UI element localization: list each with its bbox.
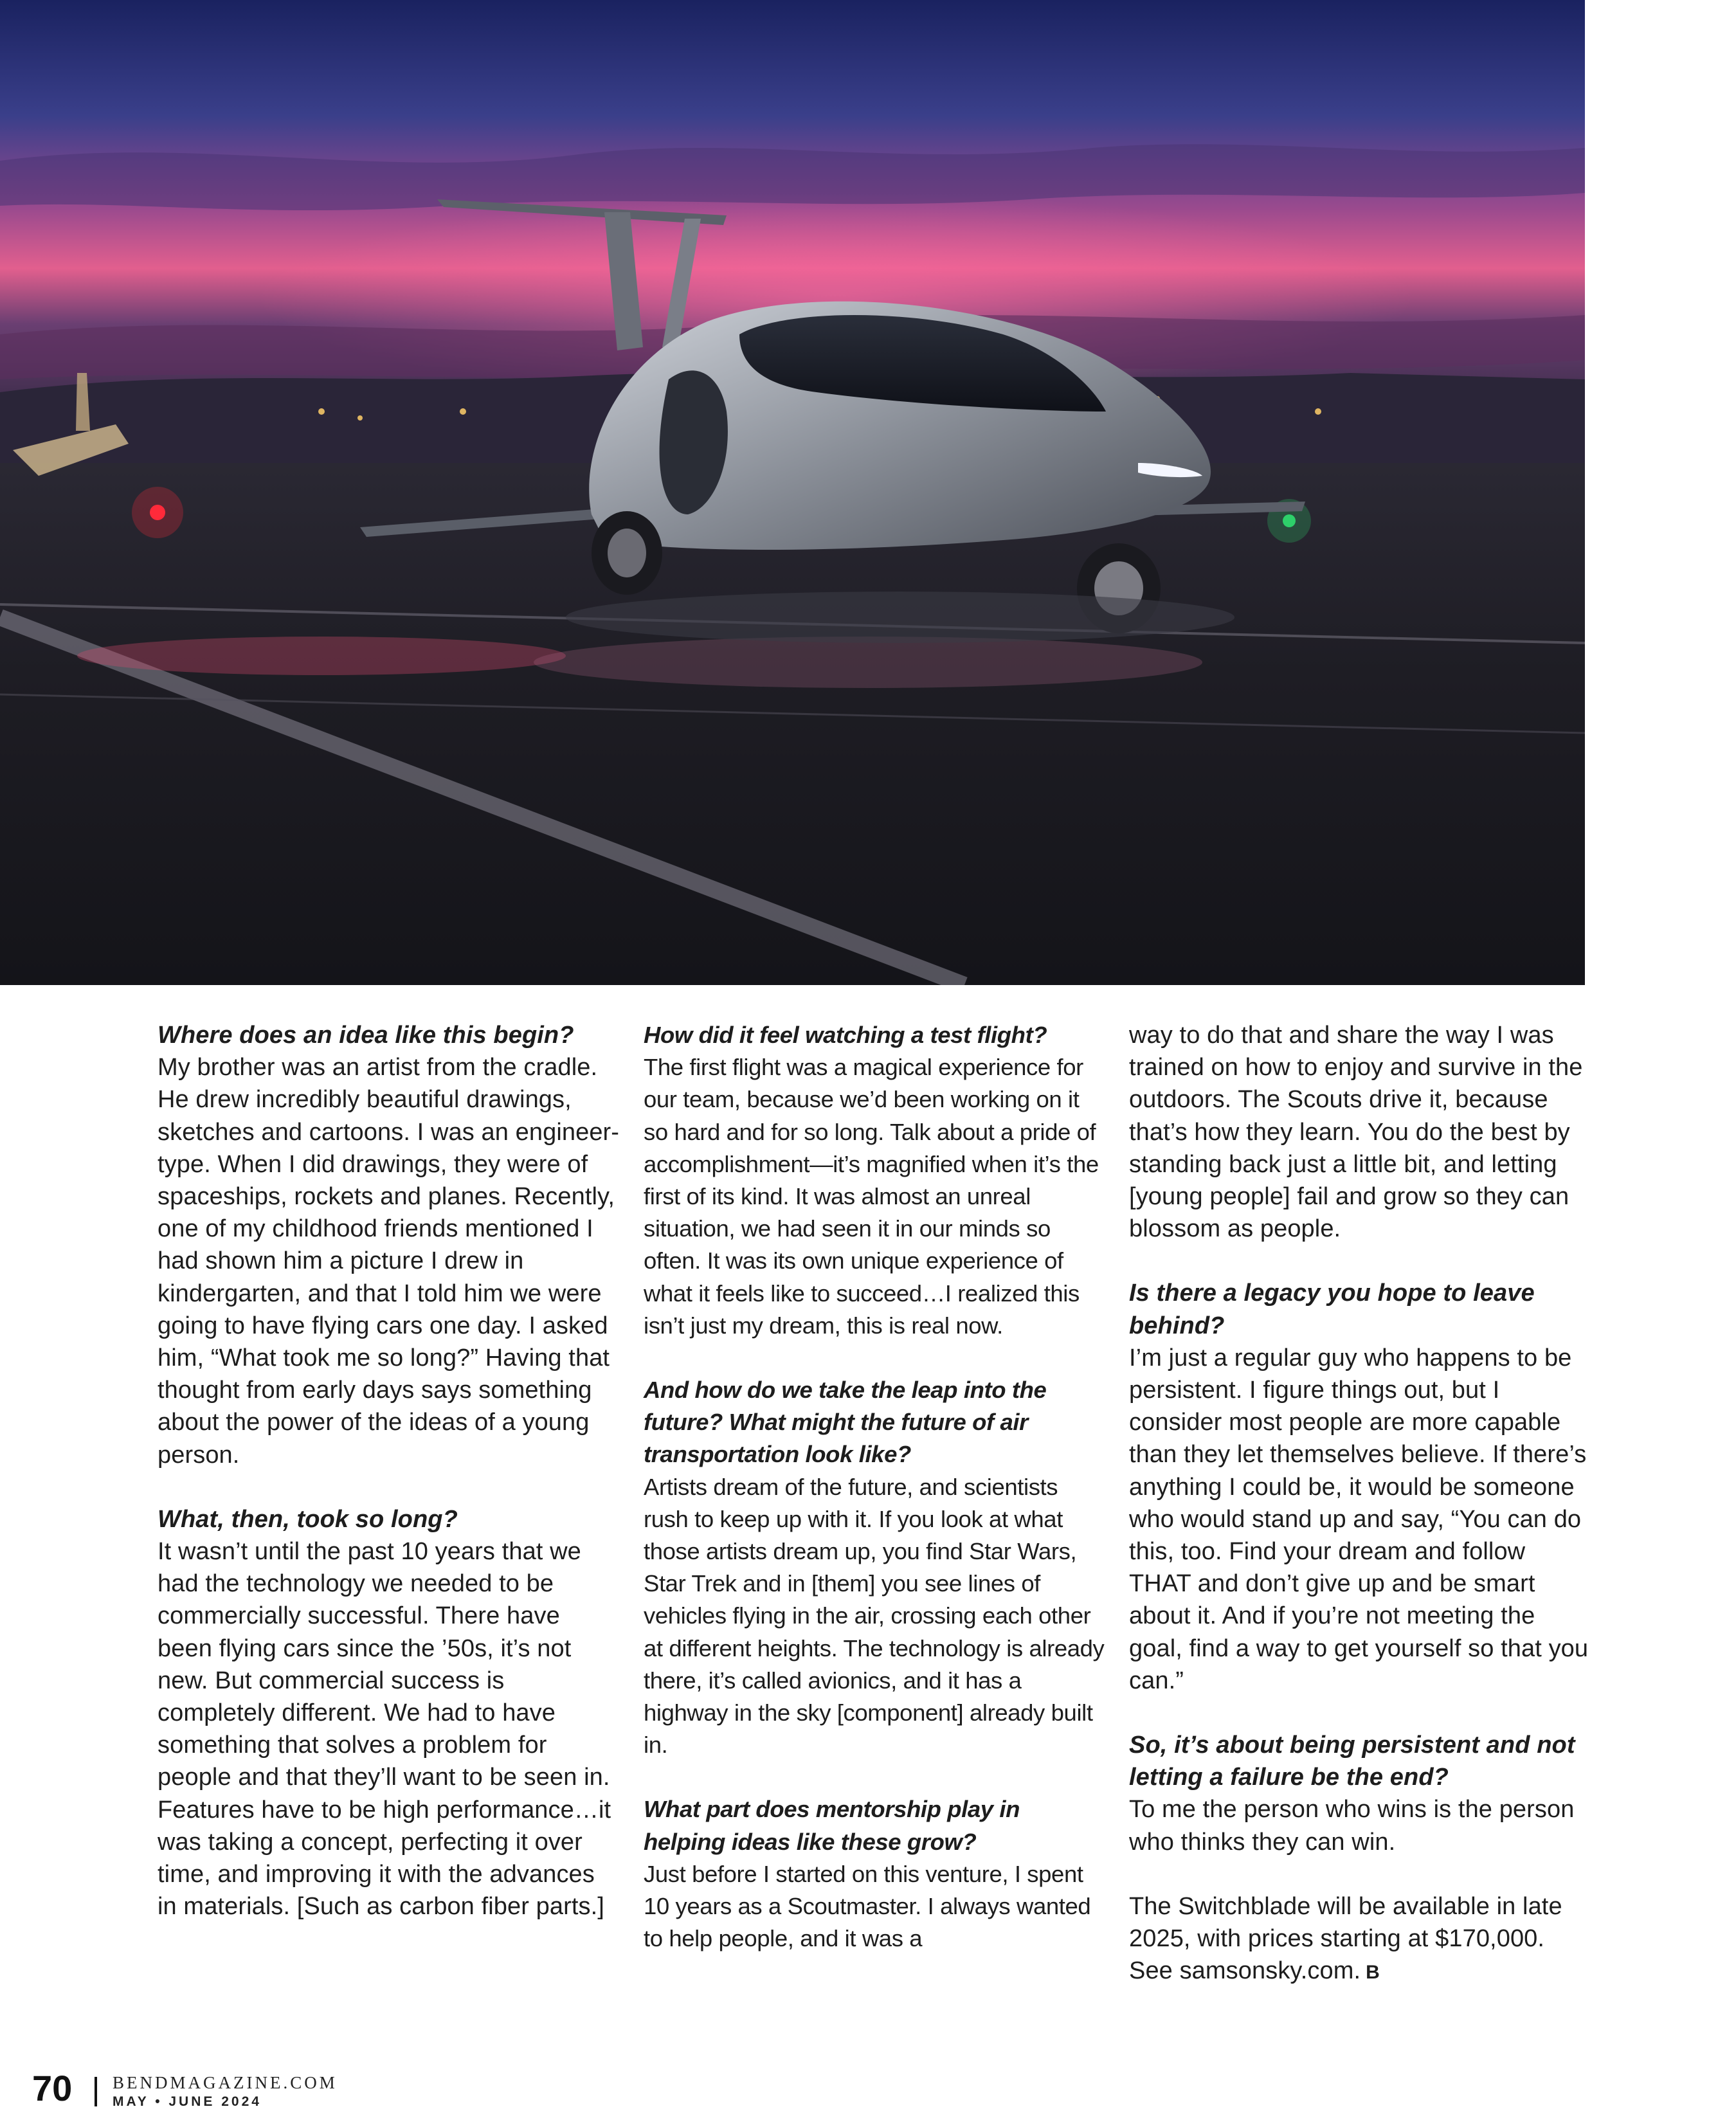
article-column-2 (644, 1019, 1107, 1955)
question-heading: And how do we take the leap into the future? What might the future of air transportation look like? (644, 1377, 1047, 1468)
closing-paragraph (1129, 1890, 1592, 1989)
article-column-3 (1129, 1019, 1592, 1989)
question-heading: Is there a legacy you hope to leave behind? (1129, 1280, 1535, 1339)
question-heading: What, then, took so long? (158, 1505, 458, 1533)
answer-paragraph: Just before I started on this venture, I spent 10 years as a Scoutmaster. I always wanted to help people, and it was a (644, 1860, 1091, 1952)
issue-date: MAY • JUNE 2024 (113, 2094, 262, 2109)
answer-paragraph: It wasn’t until the past 10 years that we had the technology we needed to be commercially successful. There have been flying cars since the ’50s, it’s not new. But commercial success is completely different. We had to have something that solves a problem for people and that they’ll want to be seen in. Features have to be high performance…it was taking a concept, perfecting it over time, and improving it with the advances in materials. [Such as carbon fiber parts.] (158, 1538, 611, 1921)
question-heading: Where does an idea like this begin? (158, 1022, 574, 1049)
flying-car-illustration (0, 0, 1585, 985)
answer-paragraph: The first flight was a magical experience for our team, because we’d been working on it so hard and for so long. Talk about a pride of accomplishment—it’s magnified when it’s the first of its kind. It was almost an unreal situation, we had seen it in our minds so often. It was its own unique experience of what it feels like to succeed…I realized this isn’t just my dream, this is real now. (644, 1054, 1099, 1339)
question-heading: How did it feel watching a test flight? (644, 1022, 1047, 1048)
closing-text: The Switchblade will be available in late 2025, with prices starting at $170,000. See samsonsky.com. (1129, 1892, 1562, 1985)
article-column-1 (158, 1019, 620, 1923)
question-heading: What part does mentorship play in helping ideas like these grow? (644, 1796, 1020, 1855)
answer-paragraph: I’m just a regular guy who happens to be persistent. I figure things out, but I consider most people are more capable than they let themselves believe. If there’s anything I could be, it would be someone who would stand up and say, “You can do this, too. Find your dream and follow THAT and don’t give up and be smart about it. And if you’re not meeting the goal, find a way to get yourself so that you can.” (1129, 1344, 1589, 1694)
answer-paragraph: way to do that and share the way I was trained on how to enjoy and survive in the outdoors. The Scouts drive it, because that’s how they learn. You do the best by standing back just a little bit, and letting [young people] fail and grow so they can blossom as people. (1129, 1022, 1583, 1243)
magazine-website: BENDMAGAZINE.COM (113, 2073, 338, 2092)
page-number: 70 (32, 2068, 73, 2108)
end-mark-icon: B (1366, 1962, 1379, 1984)
footer-divider (95, 2077, 97, 2106)
question-heading: So, it’s about being persistent and not letting a failure be the end? (1129, 1732, 1575, 1791)
answer-paragraph: To me the person who wins is the person who thinks they can win. (1129, 1796, 1575, 1856)
hero-photo (0, 0, 1585, 985)
answer-paragraph: My brother was an artist from the cradle. He drew incredibly beautiful drawings, sketches and cartoons. I was an engineer-type. When I did drawings, they were of spaceships, rockets and planes. Recently, one of my childhood friends mentioned I had shown him a picture I drew in kindergarten, and that I told him we were going to have flying cars one day. I asked him, “What took me so long?” Having that thought from early days says something about the power of the ideas of a young person. (158, 1054, 620, 1469)
answer-paragraph: Artists dream of the future, and scientists rush to keep up with it. If you look at what those artists dream up, you find Star Wars, Star Trek and in [them] you see lines of vehicles flying in the air, crossing each other at different heights. The technology is already there, it’s called avionics, and it has a highway in the sky [component] already built in. (644, 1473, 1105, 1759)
